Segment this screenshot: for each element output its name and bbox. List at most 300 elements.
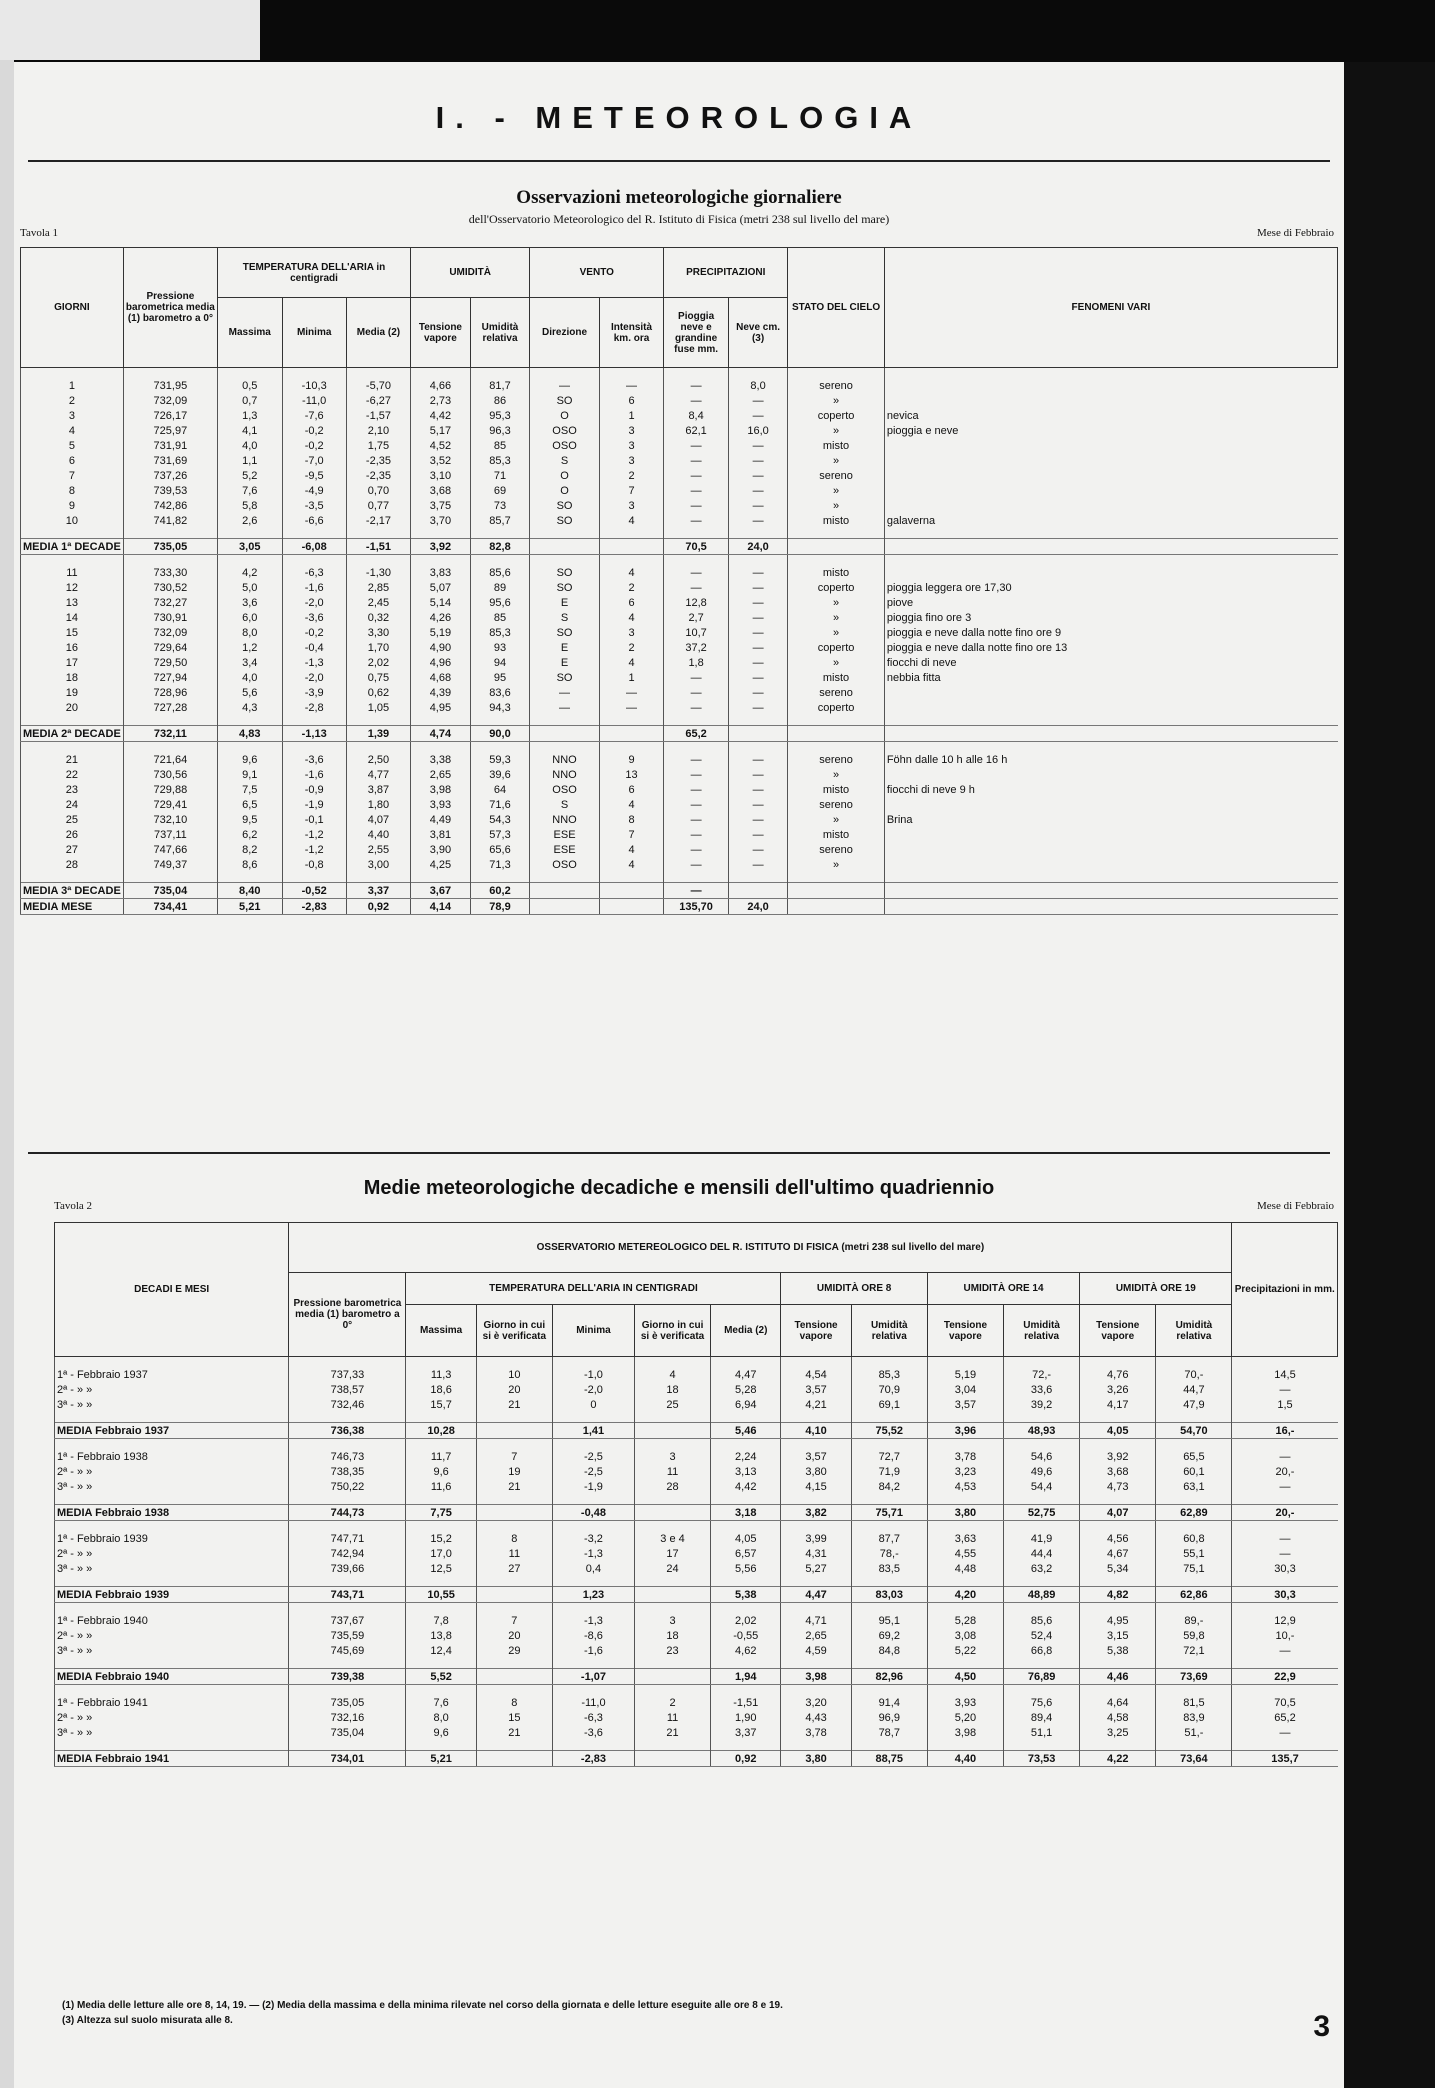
table-cell: 4,43 <box>781 1710 851 1725</box>
table-cell: 6,2 <box>217 827 282 842</box>
table-cell: 59,8 <box>1156 1628 1232 1643</box>
table2-title: Medie meteorologiche decadiche e mensili dell'ultimo quadriennio <box>363 1177 995 1199</box>
table-row <box>55 1561 1338 1576</box>
table-cell: 54,70 <box>1156 1423 1232 1439</box>
spacer-row <box>21 528 1338 539</box>
table-cell: 9 <box>599 752 664 767</box>
col-pressione: Pressione barometrica media (1) barometro a 0° <box>123 248 217 368</box>
table-cell: 0,70 <box>346 483 410 498</box>
table-cell: -1,3 <box>552 1613 634 1628</box>
table-cell: 84,2 <box>851 1479 927 1494</box>
table-cell: 750,22 <box>289 1479 406 1494</box>
table-cell: » <box>788 483 885 498</box>
table-cell: 4,58 <box>1080 1710 1156 1725</box>
table-cell: 2 <box>599 580 664 595</box>
table-cell: 4,53 <box>927 1479 1003 1494</box>
table-cell: 95,6 <box>470 595 530 610</box>
table-cell: O <box>530 468 599 483</box>
table-row <box>21 565 1338 580</box>
table-cell: 747,71 <box>289 1531 406 1546</box>
table-cell: 71 <box>470 468 530 483</box>
table-cell: 1ª - Febbraio 1940 <box>55 1613 289 1628</box>
table-cell: — <box>728 468 787 483</box>
table-cell: 73,64 <box>1156 1751 1232 1767</box>
table-cell: 65,2 <box>664 726 729 742</box>
col-neve: Neve cm. (3) <box>728 298 787 368</box>
table-cell: 72,1 <box>1156 1643 1232 1658</box>
table-cell: 3,75 <box>411 498 471 513</box>
table-row <box>21 655 1338 670</box>
title-rule <box>28 160 1330 162</box>
table-cell: 4,3 <box>217 700 282 715</box>
table-row <box>55 1531 1338 1546</box>
table-cell: 4,83 <box>217 726 282 742</box>
table-cell: 4 <box>599 513 664 528</box>
table-cell: 4,26 <box>411 610 471 625</box>
table-cell: 3 <box>599 498 664 513</box>
table-cell: NNO <box>530 767 599 782</box>
table-cell <box>530 539 599 555</box>
table-cell: 729,50 <box>123 655 217 670</box>
table-cell: 87,7 <box>851 1531 927 1546</box>
table-cell: — <box>1232 1479 1338 1494</box>
table-cell: 2,50 <box>346 752 410 767</box>
table-cell: 71,3 <box>470 857 530 872</box>
table-cell: 82,8 <box>470 539 530 555</box>
table-cell: 4,2 <box>217 565 282 580</box>
table-cell: — <box>728 842 787 857</box>
table-cell: -2,35 <box>346 453 410 468</box>
spacer-row <box>55 1658 1338 1669</box>
table-row <box>21 812 1338 827</box>
table-cell: SO <box>530 625 599 640</box>
table-cell: 95,3 <box>470 408 530 423</box>
table-cell: 4,47 <box>711 1367 781 1382</box>
table-cell: 3 <box>599 423 664 438</box>
table-cell <box>530 899 599 915</box>
table-cell: 85,3 <box>851 1367 927 1382</box>
table-cell: MEDIA Febbraio 1937 <box>55 1423 289 1439</box>
media-row <box>55 1587 1338 1603</box>
table-cell: -3,6 <box>552 1725 634 1740</box>
scan-right-edge <box>1344 62 1435 2088</box>
table-cell: MEDIA 3ª DECADE <box>21 883 124 899</box>
table-cell <box>476 1587 552 1603</box>
table-cell: 54,3 <box>470 812 530 827</box>
table-cell: 65,2 <box>1232 1710 1338 1725</box>
table-cell: 2,02 <box>346 655 410 670</box>
table-cell: S <box>530 797 599 812</box>
table1-observations <box>20 247 1338 915</box>
table-cell: 12,9 <box>1232 1613 1338 1628</box>
table-cell: 4,66 <box>411 378 471 393</box>
table-cell: — <box>664 767 729 782</box>
table-cell: -7,6 <box>282 408 346 423</box>
table-row <box>21 438 1338 453</box>
table1-label: Tavola 1 <box>20 227 59 239</box>
table-cell: fiocchi di neve <box>884 655 1337 670</box>
spacer-row <box>21 555 1338 566</box>
table-cell: 95,1 <box>851 1613 927 1628</box>
table-cell: 55,1 <box>1156 1546 1232 1561</box>
table-cell: 1 <box>599 670 664 685</box>
table-cell: -0,2 <box>282 625 346 640</box>
table-cell: sereno <box>788 842 885 857</box>
table-cell: — <box>530 700 599 715</box>
spacer-row <box>21 872 1338 883</box>
table-cell: 4,0 <box>217 438 282 453</box>
t2-col-group-um19: UMIDITÀ ORE 19 <box>1080 1273 1232 1305</box>
table-cell: 2 <box>21 393 124 408</box>
table-cell: 13 <box>21 595 124 610</box>
table-row <box>21 423 1338 438</box>
table-cell: 735,04 <box>123 883 217 899</box>
table-cell: -1,6 <box>282 580 346 595</box>
table-cell: 3,57 <box>781 1449 851 1464</box>
table-cell <box>788 883 885 899</box>
table-cell: — <box>664 565 729 580</box>
table-cell: » <box>788 767 885 782</box>
table-cell: 73 <box>470 498 530 513</box>
t2-col-osservatorio: OSSERVATORIO METEREOLOGICO DEL R. ISTITUTO DI FISICA (metri 238 sul livello del mare) <box>289 1223 1232 1273</box>
table-cell: 83,03 <box>851 1587 927 1603</box>
table-cell: 1,39 <box>346 726 410 742</box>
table-cell: — <box>728 483 787 498</box>
table-cell: pioggia e neve <box>884 423 1337 438</box>
table-cell: 10 <box>476 1367 552 1382</box>
table-cell <box>634 1751 710 1767</box>
table-cell: 2 <box>634 1695 710 1710</box>
t2-col-precipitazioni: Precipitazioni in mm. <box>1232 1223 1338 1357</box>
table-cell: 4,49 <box>411 812 471 827</box>
spacer-row <box>55 1603 1338 1614</box>
table-cell: 742,94 <box>289 1546 406 1561</box>
table-cell: 86 <box>470 393 530 408</box>
table2-month: Mese di Febbraio <box>1257 1200 1334 1212</box>
table-cell: — <box>664 670 729 685</box>
spacer-row <box>55 1740 1338 1751</box>
table-cell: 1,1 <box>217 453 282 468</box>
table-cell: 23 <box>634 1643 710 1658</box>
table-cell: OSO <box>530 782 599 797</box>
table-cell: 0,75 <box>346 670 410 685</box>
table-cell: SO <box>530 580 599 595</box>
table-cell: 51,- <box>1156 1725 1232 1740</box>
table-cell: — <box>728 498 787 513</box>
table-cell: 1,41 <box>552 1423 634 1439</box>
table-cell: 70,9 <box>851 1382 927 1397</box>
table-cell: 2,65 <box>411 767 471 782</box>
table-cell: 3,83 <box>411 565 471 580</box>
table-cell: 0,62 <box>346 685 410 700</box>
table-row <box>55 1367 1338 1382</box>
table-cell: 734,01 <box>289 1751 406 1767</box>
table-cell: 749,37 <box>123 857 217 872</box>
t2-col-group-um8: UMIDITÀ ORE 8 <box>781 1273 927 1305</box>
table-cell: 732,10 <box>123 812 217 827</box>
table-cell: — <box>728 640 787 655</box>
table-cell <box>884 857 1337 872</box>
table-cell: 1,90 <box>711 1710 781 1725</box>
table-cell: 5,56 <box>711 1561 781 1576</box>
table-cell: 7 <box>599 483 664 498</box>
spacer-row <box>55 1357 1338 1368</box>
table-cell: -4,9 <box>282 483 346 498</box>
table-cell: 23 <box>21 782 124 797</box>
table-cell: 26 <box>21 827 124 842</box>
table-cell: 9,6 <box>217 752 282 767</box>
spacer-row <box>55 1494 1338 1505</box>
table-cell: — <box>728 610 787 625</box>
table-cell: 726,17 <box>123 408 217 423</box>
table-cell: -2,35 <box>346 468 410 483</box>
col-group-temperatura: TEMPERATURA DELL'ARIA in centigradi <box>217 248 410 298</box>
table-cell: 4,25 <box>411 857 471 872</box>
t2-col-giorno-min: Giorno in cui si è verificata <box>634 1305 710 1357</box>
table-cell: 135,7 <box>1232 1751 1338 1767</box>
table-cell: 4,73 <box>1080 1479 1156 1494</box>
table-cell: 70,5 <box>1232 1695 1338 1710</box>
table-cell: 4,74 <box>411 726 471 742</box>
table-cell: 739,53 <box>123 483 217 498</box>
table-cell: » <box>788 423 885 438</box>
table-cell: 20 <box>476 1628 552 1643</box>
table-cell: 1ª - Febbraio 1938 <box>55 1449 289 1464</box>
table-cell: 4,42 <box>711 1479 781 1494</box>
table-cell: 4,42 <box>411 408 471 423</box>
table-cell: E <box>530 595 599 610</box>
table-cell: 3,80 <box>781 1751 851 1767</box>
table-cell: 4,82 <box>1080 1587 1156 1603</box>
table-cell: 4,17 <box>1080 1397 1156 1412</box>
table-cell: 7 <box>599 827 664 842</box>
table-cell: 5,07 <box>411 580 471 595</box>
table-cell: -2,8 <box>282 700 346 715</box>
table-cell <box>884 483 1337 498</box>
table-cell: — <box>664 827 729 842</box>
table-cell: 3,23 <box>927 1464 1003 1479</box>
scan-left-edge <box>0 60 14 2088</box>
table-cell: 2 <box>599 468 664 483</box>
table-cell: 66,8 <box>1004 1643 1080 1658</box>
table-row <box>21 842 1338 857</box>
table-cell: 12,5 <box>406 1561 476 1576</box>
table-cell: 69 <box>470 483 530 498</box>
table-cell: 11,3 <box>406 1367 476 1382</box>
table-cell <box>884 767 1337 782</box>
table-cell: 16,0 <box>728 423 787 438</box>
table-cell: 18 <box>634 1628 710 1643</box>
table-cell <box>884 438 1337 453</box>
table-cell: — <box>664 468 729 483</box>
table-cell: 18 <box>21 670 124 685</box>
table-cell: pioggia e neve dalla notte fino ore 9 <box>884 625 1337 640</box>
table-cell <box>884 899 1337 915</box>
table-cell <box>530 726 599 742</box>
table-cell <box>884 700 1337 715</box>
table-cell: 8,6 <box>217 857 282 872</box>
table-cell <box>788 539 885 555</box>
table-cell: 18,6 <box>406 1382 476 1397</box>
table-cell: 4,48 <box>927 1561 1003 1576</box>
table-cell: 4,64 <box>1080 1695 1156 1710</box>
table-cell: 730,52 <box>123 580 217 595</box>
table-cell: 47,9 <box>1156 1397 1232 1412</box>
table-cell: 15 <box>21 625 124 640</box>
table-cell: 13,8 <box>406 1628 476 1643</box>
table-cell: — <box>728 767 787 782</box>
table-cell: — <box>728 812 787 827</box>
t2-col-group-um14: UMIDITÀ ORE 14 <box>927 1273 1079 1305</box>
t2-col-massima: Massima <box>406 1305 476 1357</box>
table-cell: 735,05 <box>289 1695 406 1710</box>
table-cell: 14,5 <box>1232 1367 1338 1382</box>
table-cell: 3,80 <box>927 1505 1003 1521</box>
table-cell: 72,- <box>1004 1367 1080 1382</box>
table-cell <box>884 539 1337 555</box>
t2-col-minima: Minima <box>552 1305 634 1357</box>
table-cell: 4,05 <box>711 1531 781 1546</box>
table-cell: coperto <box>788 700 885 715</box>
table-cell: 5,20 <box>927 1710 1003 1725</box>
table-cell: 5,22 <box>927 1643 1003 1658</box>
table-cell <box>788 899 885 915</box>
table-cell: 78,7 <box>851 1725 927 1740</box>
t2-col-tensione-19: Tensione vapore <box>1080 1305 1156 1357</box>
table-cell: 4,39 <box>411 685 471 700</box>
table-cell: ESE <box>530 842 599 857</box>
table-cell: 737,11 <box>123 827 217 842</box>
table-cell: 4,07 <box>1080 1505 1156 1521</box>
table-cell: 2,6 <box>217 513 282 528</box>
table-cell: MEDIA Febbraio 1939 <box>55 1587 289 1603</box>
table-cell <box>599 539 664 555</box>
table-cell: 94 <box>470 655 530 670</box>
table-cell: — <box>728 453 787 468</box>
table-cell <box>599 899 664 915</box>
table-cell: 82,96 <box>851 1669 927 1685</box>
table-cell: » <box>788 812 885 827</box>
table-cell: 738,35 <box>289 1464 406 1479</box>
table-cell <box>634 1505 710 1521</box>
table-cell: 22,9 <box>1232 1669 1338 1685</box>
table-cell: 25 <box>634 1397 710 1412</box>
table-cell: 739,38 <box>289 1669 406 1685</box>
table-cell: 5,21 <box>406 1751 476 1767</box>
table-cell: 5 <box>21 438 124 453</box>
table-cell: — <box>664 842 729 857</box>
table-row <box>21 393 1338 408</box>
table-cell: 3ª - » » <box>55 1397 289 1412</box>
table-cell: 3,15 <box>1080 1628 1156 1643</box>
table-cell: — <box>664 438 729 453</box>
table-cell: sereno <box>788 378 885 393</box>
table1-title: Osservazioni meteorologiche giornaliere <box>516 187 842 208</box>
table-cell: 8 <box>21 483 124 498</box>
table-cell: 54,4 <box>1004 1479 1080 1494</box>
table-cell: 735,59 <box>289 1628 406 1643</box>
media-row <box>55 1669 1338 1685</box>
footnote-1: (1) Media delle letture alle ore 8, 14, 19. — (2) Media della massima e della minima rilevate nel corso della giornata e delle letture eseguite alle ore 8 e 19. <box>62 2000 783 2011</box>
table-cell: 4 <box>21 423 124 438</box>
table-cell: 78,9 <box>470 899 530 915</box>
table-cell: 737,26 <box>123 468 217 483</box>
table-cell: 729,41 <box>123 797 217 812</box>
table-cell: 9,1 <box>217 767 282 782</box>
table-cell: 4,05 <box>1080 1423 1156 1439</box>
table-cell: 735,04 <box>289 1725 406 1740</box>
table-cell: 44,7 <box>1156 1382 1232 1397</box>
table-cell: 37,2 <box>664 640 729 655</box>
table-cell: 75,6 <box>1004 1695 1080 1710</box>
table-cell: 70,5 <box>664 539 729 555</box>
table-cell: -0,52 <box>282 883 346 899</box>
table-cell: 1,23 <box>552 1587 634 1603</box>
table-cell: — <box>1232 1725 1338 1740</box>
table-cell: -0,8 <box>282 857 346 872</box>
table-cell: 25 <box>21 812 124 827</box>
table-cell: sereno <box>788 468 885 483</box>
table-cell: 88,75 <box>851 1751 927 1767</box>
table-cell: 3,92 <box>1080 1449 1156 1464</box>
table-cell: 11,6 <box>406 1479 476 1494</box>
table-cell: 4,67 <box>1080 1546 1156 1561</box>
table-cell: 1ª - Febbraio 1939 <box>55 1531 289 1546</box>
table-row <box>55 1546 1338 1561</box>
table-cell: O <box>530 483 599 498</box>
table-cell: 5,19 <box>411 625 471 640</box>
spacer-row <box>21 715 1338 726</box>
table-cell: 3,80 <box>781 1464 851 1479</box>
table-cell: MEDIA Febbraio 1940 <box>55 1669 289 1685</box>
table-cell: 69,1 <box>851 1397 927 1412</box>
table-cell: 747,66 <box>123 842 217 857</box>
table-cell: 5,28 <box>711 1382 781 1397</box>
table-cell: — <box>664 498 729 513</box>
table-cell: 3,70 <box>411 513 471 528</box>
table-cell: 3 <box>599 625 664 640</box>
table-cell: 15,2 <box>406 1531 476 1546</box>
table-cell: -6,6 <box>282 513 346 528</box>
table-cell: 12,8 <box>664 595 729 610</box>
media-row <box>55 1751 1338 1767</box>
table-cell: 18 <box>634 1382 710 1397</box>
table-cell: 4,07 <box>346 812 410 827</box>
table-cell: 21 <box>21 752 124 767</box>
table-cell: 3,6 <box>217 595 282 610</box>
table-cell: 5,28 <box>927 1613 1003 1628</box>
table-cell <box>476 1751 552 1767</box>
table-cell: -5,70 <box>346 378 410 393</box>
table-row <box>55 1397 1338 1412</box>
table-cell: 85,3 <box>470 453 530 468</box>
table-row <box>55 1643 1338 1658</box>
table-cell: 732,11 <box>123 726 217 742</box>
col-media: Media (2) <box>346 298 410 368</box>
table-cell: SO <box>530 513 599 528</box>
table-cell: 20,- <box>1232 1505 1338 1521</box>
table-cell: — <box>664 700 729 715</box>
table-cell: 7,8 <box>406 1613 476 1628</box>
table-row <box>55 1382 1338 1397</box>
table-cell: 2,10 <box>346 423 410 438</box>
table-cell: 83,5 <box>851 1561 927 1576</box>
table-cell: 5,14 <box>411 595 471 610</box>
table-cell: 85,3 <box>470 625 530 640</box>
table-cell: OSO <box>530 423 599 438</box>
scan-top-left-patch <box>0 0 260 60</box>
table-row <box>55 1628 1338 1643</box>
